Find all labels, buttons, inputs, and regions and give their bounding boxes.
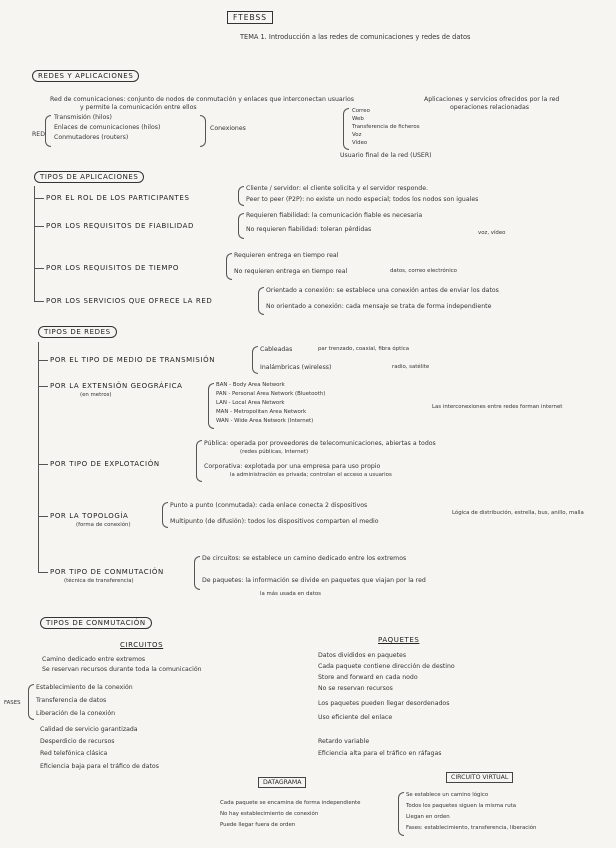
branch-text: Requieren entrega en tiempo real — [234, 252, 339, 259]
sublist-item: Web — [352, 116, 364, 122]
red-label: RED — [32, 131, 45, 138]
branch-sub: (en metros) — [80, 392, 112, 398]
brace-label: Conexiones — [210, 125, 246, 132]
brace — [28, 684, 34, 720]
tree-branch — [38, 386, 48, 387]
branch-label: POR EL TIPO DE MEDIO DE TRANSMISIÓN — [50, 356, 216, 364]
branch-text: Cableadas — [260, 346, 293, 353]
datagram-line: Cada paquete se encamina de forma independiente — [220, 800, 361, 806]
brace — [162, 502, 168, 528]
extent-item: BAN - Body Area Network — [216, 382, 285, 388]
circuits-line: Eficiencia baja para el tráfico de datos — [40, 763, 159, 770]
packets-line: Retardo variable — [318, 738, 370, 745]
branch-label: POR LA EXTENSIÓN GEOGRÁFICA — [50, 382, 183, 390]
branch-label: POR TIPO DE EXPLOTACIÓN — [50, 460, 160, 468]
packets-line: Store and forward en cada nodo — [318, 674, 418, 681]
extent-item: WAN - Wide Area Network (Internet) — [216, 418, 314, 424]
definition-line-2: y permite la comunicación entre ellos — [80, 104, 197, 111]
brace — [45, 115, 51, 147]
brace — [238, 213, 244, 239]
tree-branch — [34, 226, 44, 227]
definition-line: Red de comunicaciones: conjunto de nodos de conmutación y enlaces que interconectan usuarios — [50, 96, 354, 103]
circuits-line: Liberación de la conexión — [36, 710, 116, 717]
branch-label: POR EL ROL DE LOS PARTICIPANTES — [46, 194, 190, 202]
packets-line: Uso eficiente del enlace — [318, 714, 393, 721]
section-title-tipos-redes: TIPOS DE REDES — [38, 326, 117, 338]
brace — [258, 287, 264, 315]
circuits-line: Desperdicio de recursos — [40, 738, 115, 745]
circuits-line: Transferencia de datos — [36, 697, 107, 704]
tree-branch — [38, 516, 48, 517]
brace — [196, 440, 202, 482]
branch-text: No orientado a conexión: cada mensaje se trata de forma independiente — [266, 303, 492, 310]
packets-title: PAQUETES — [378, 636, 420, 644]
section1-footer: Usuario final de la red (USER) — [340, 152, 432, 159]
circuits-line: Se reservan recursos durante toda la comunicación — [42, 666, 202, 673]
brace — [398, 792, 404, 836]
datagram-line: No hay establecimiento de conexión — [220, 811, 319, 817]
tree-branch — [38, 572, 48, 573]
packets-line: No se reservan recursos — [318, 685, 393, 692]
packets-line: Cada paquete contiene dirección de destino — [318, 663, 455, 670]
branch-text: De circuitos: se establece un camino dedicado entre los extremos — [202, 555, 407, 562]
branch-text: De paquetes: la información se divide en paquetes que viajan por la red — [202, 577, 426, 584]
branch-label: POR LA TOPOLOGÍA — [50, 512, 129, 520]
section-title-tipos-conmutacion: TIPOS DE CONMUTACIÓN — [40, 617, 152, 629]
brace — [252, 346, 258, 374]
branch-text: Orientado a conexión: se establece una conexión antes de enviar los datos — [266, 287, 499, 294]
extent-item: LAN - Local Area Network — [216, 400, 285, 406]
virtual-line: Fases: establecimiento, transferencia, liberación — [406, 825, 537, 831]
brace — [343, 108, 349, 150]
branch-text: No requieren fiabilidad: toleran pérdidas — [246, 226, 372, 233]
packets-line: Los paquetes pueden llegar desordenados — [318, 700, 450, 707]
branch-note: la administración es privada; controlan el acceso a usuarios — [230, 472, 392, 478]
branch-label: POR TIPO DE CONMUTACIÓN — [50, 568, 164, 576]
branch-label: POR LOS SERVICIOS QUE OFRECE LA RED — [46, 297, 213, 305]
brace — [238, 186, 244, 206]
brace — [200, 115, 206, 147]
topology-note: Lógica de distribución, estrella, bus, anillo, malla — [452, 510, 584, 516]
branch-note: (redes públicas, Internet) — [240, 449, 309, 455]
tree-line — [38, 342, 39, 572]
virtual-line: Llegan en orden — [406, 814, 450, 820]
branch-text: Punto a punto (conmutada): cada enlace conecta 2 dispositivos — [170, 502, 368, 509]
brace — [226, 253, 232, 280]
fases-label: FASES — [4, 700, 21, 706]
extent-item: PAN - Personal Area Network (Bluetooth) — [216, 391, 326, 397]
datagram-line: Puede llegar fuera de orden — [220, 822, 296, 828]
brace — [194, 556, 200, 590]
packets-line: Datos divididos en paquetes — [318, 652, 407, 659]
sublist-item: Voz — [352, 132, 362, 138]
brace — [208, 383, 214, 429]
branch-label: POR LOS REQUISITOS DE TIEMPO — [46, 264, 179, 272]
sublist-item: Vídeo — [352, 140, 368, 146]
red-item-2: Enlaces de comunicaciones (hilos) — [54, 124, 161, 131]
circuits-title: CIRCUITOS — [120, 641, 164, 649]
branch-text: Requieren fiabilidad: la comunicación fiable es necesaria — [246, 212, 423, 219]
tree-branch — [34, 301, 44, 302]
sublist-item: Correo — [352, 108, 370, 114]
packets-line: Eficiencia alta para el tráfico en ráfagas — [318, 750, 442, 757]
tree-branch — [34, 198, 44, 199]
circuits-line: Camino dedicado entre extremos — [42, 656, 146, 663]
branch-note: datos, correo electrónico — [390, 268, 457, 274]
branch-sub: (técnica de transferencia) — [64, 578, 134, 584]
virtual-circuit-title: CIRCUITO VIRTUAL — [446, 772, 513, 783]
tree-line — [34, 186, 35, 301]
branch-text: No requieren entrega en tiempo real — [234, 268, 348, 275]
unit-title: TEMA 1. Introducción a las redes de comunicaciones y redes de datos — [240, 33, 471, 41]
extent-note: Las interconexiones entre redes forman internet — [432, 404, 563, 410]
branch-note: par trenzado, coaxial, fibra óptica — [318, 346, 410, 352]
extent-item: MAN - Metropolitan Area Network — [216, 409, 307, 415]
section-title-redes-aplicaciones: REDES Y APLICACIONES — [32, 70, 139, 82]
tree-branch — [34, 268, 44, 269]
branch-note: radio, satélite — [392, 364, 430, 370]
branch-label: POR LOS REQUISITOS DE FIABILIDAD — [46, 222, 194, 230]
sublist-item: Transferencia de ficheros — [352, 124, 420, 130]
virtual-line: Se establece un camino lógico — [406, 792, 489, 798]
branch-note: la más usada en datos — [260, 591, 321, 597]
tree-branch — [38, 360, 48, 361]
right-note-1: Aplicaciones y servicios ofrecidos por la red — [424, 96, 560, 103]
right-note-2: operaciones relacionadas — [450, 104, 529, 111]
circuits-line: Calidad de servicio garantizada — [40, 726, 138, 733]
branch-text: Peer to peer (P2P): no existe un nodo especial; todos los nodos son iguales — [246, 196, 479, 203]
branch-text: Inalámbricas (wireless) — [260, 364, 332, 371]
red-item-1: Transmisión (hilos) — [54, 114, 112, 121]
tree-branch — [38, 464, 48, 465]
branch-text: Corporativa: explotada por una empresa para uso propio — [204, 463, 381, 470]
section-title-tipos-aplicaciones: TIPOS DE APLICACIONES — [34, 171, 144, 183]
branch-note: voz, vídeo — [478, 230, 506, 236]
circuits-line: Establecimiento de la conexión — [36, 684, 133, 691]
branch-sub: (forma de conexión) — [76, 522, 131, 528]
virtual-line: Todos los paquetes siguen la misma ruta — [406, 803, 517, 809]
branch-text: Pública: operada por proveedores de telecomunicaciones, abiertas a todos — [204, 440, 436, 447]
subject-title: FTEBSS — [227, 11, 273, 24]
red-item-3: Conmutadores (routers) — [54, 134, 129, 141]
datagram-title: DATAGRAMA — [258, 777, 306, 788]
branch-text: Multipunto (de difusión): todos los dispositivos comparten el medio — [170, 518, 379, 525]
branch-text: Cliente / servidor: el cliente solicita y el servidor responde. — [246, 185, 428, 192]
circuits-line: Red telefónica clásica — [40, 750, 108, 757]
